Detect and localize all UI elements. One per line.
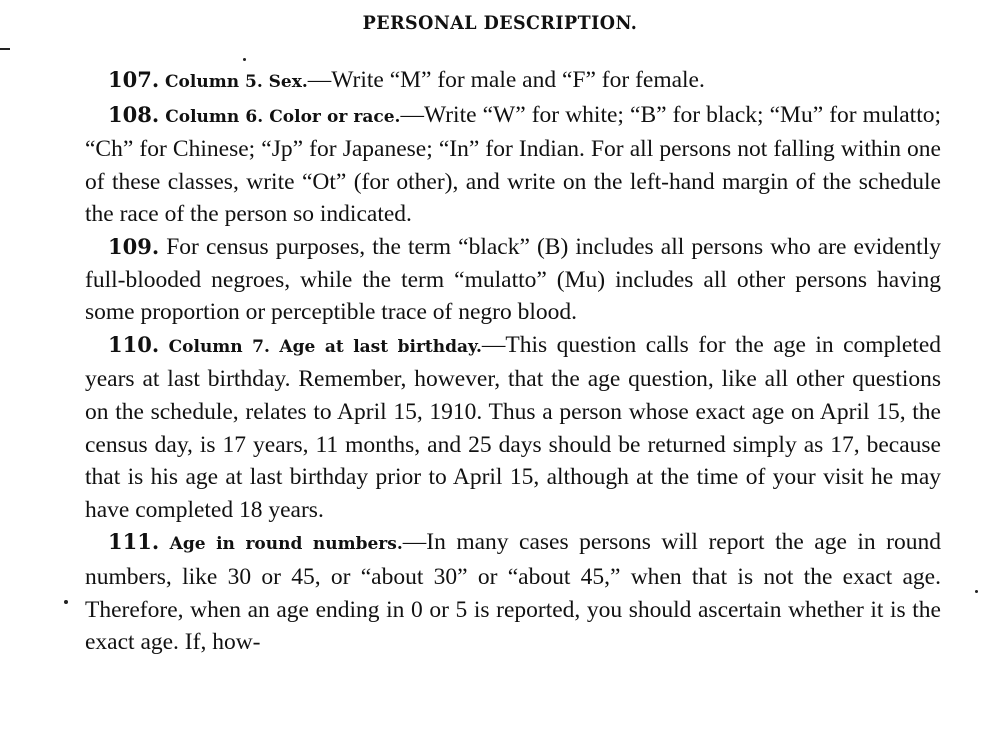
scan-artifact-dot: [243, 58, 246, 61]
paragraph-number: 107.: [108, 67, 160, 92]
scan-artifact-dot: [975, 590, 978, 593]
paragraph-number: 109.: [108, 233, 160, 259]
paragraph-heading: Column 6. Color or race.: [165, 106, 401, 127]
paragraph-heading: Age in round numbers.: [169, 534, 403, 555]
paragraph-text: —Write “W” for white; “B” for black; “Mu” for mulatto; “Ch” for Chinese; “Jp” for Japanese; “In” for Indian. For all persons not falling within one of these classes, write “Ot” (for other), and write on the left-hand margin of the schedule the race of the person so indicated.: [85, 101, 942, 228]
paragraph-text: For census purposes, the term “black” (B) includes all persons who are evidently full-blooded negroes, while the term “mulatto” (Mu) includes all other persons having some proportion or perceptible trace of negro blood.: [85, 233, 941, 326]
paragraph-text: —This question calls for the age in completed years at last birthday. Remember, however, that the age question, like all other questions on the schedule, relates to April 15, 1910. Thus a person whose exact age on April 15, the census day, is 17 years, 11 months, and 25 days should be returned simply as 17, because that is his age at last birthday prior to April 15, although at the time of your visit he may have completed 18 years.: [85, 331, 941, 523]
section-title: PERSONAL DESCRIPTION.: [362, 12, 638, 34]
paragraph-text: —In many cases persons will report the age in round numbers, like 30 or 45, or “about 30” or “about 45,” when that is not the exact age. Therefore, when an age ending in 0 or 5 is reported, you should ascertain whether it is the exact age. If, how-: [85, 529, 941, 656]
paragraph-111: [85, 526, 941, 658]
paragraph-text: —Write “M” for male and “F” for female.: [307, 67, 705, 93]
paragraph-number: 110.: [108, 331, 160, 357]
paragraph-number: 111.: [108, 529, 160, 555]
paragraph-number: 108.: [108, 101, 160, 127]
paragraph-heading: Column 7. Age at last birthday.: [168, 336, 482, 357]
paragraph-109: [85, 231, 941, 329]
scan-artifact-dash: [0, 48, 10, 50]
paragraph-107: [85, 64, 941, 99]
paragraph-108: [85, 99, 941, 231]
paragraph-110: [85, 329, 941, 527]
scan-artifact-dot: [64, 600, 68, 604]
document-body: [85, 64, 941, 659]
paragraph-heading: Column 5. Sex.: [165, 72, 308, 92]
